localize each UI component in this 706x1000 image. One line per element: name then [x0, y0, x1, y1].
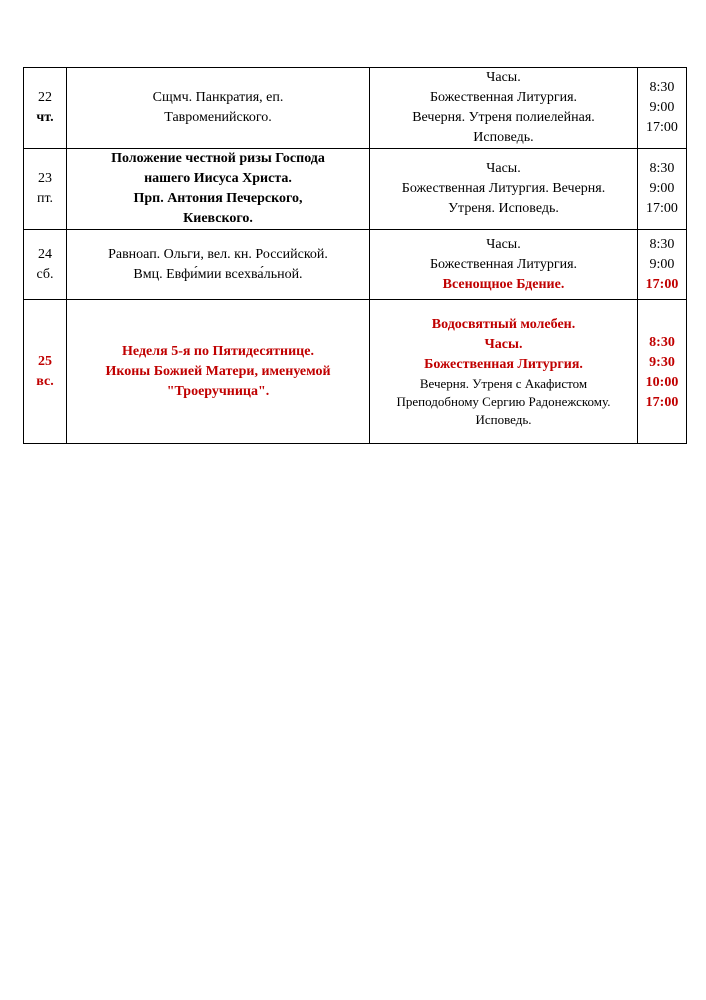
- time-value: 17:00: [646, 120, 678, 135]
- feast-line: Положение честной ризы Господа: [111, 151, 325, 166]
- feast-line: Равноап. Ольги, вел. кн. Российской.: [108, 246, 328, 262]
- table-row: [24, 230, 687, 300]
- times-cell: [638, 149, 687, 230]
- weekday: вс.: [36, 373, 54, 389]
- feast-line: Тавроменийского.: [164, 110, 272, 125]
- time-value: 9:00: [649, 100, 675, 115]
- time-value: 8:30: [649, 236, 675, 252]
- service-line: Преподобному Сергию Радонежскому.: [396, 393, 611, 409]
- services-cell: [370, 68, 638, 149]
- services-cell: [370, 230, 638, 300]
- feast-line: Киевского.: [183, 211, 253, 226]
- table-row: [24, 149, 687, 230]
- service-line-highlight: Водосвятный молебен.: [431, 316, 576, 332]
- time-value-highlight: 10:00: [645, 375, 679, 390]
- date-cell: [24, 68, 67, 149]
- day-number: 24: [38, 246, 52, 262]
- feast-line: Прп. Антония Печерского,: [133, 191, 303, 206]
- services-cell: [370, 300, 638, 444]
- feast-line: Неделя 5-я по Пятидесятнице.: [122, 343, 314, 359]
- feast-line: "Троеручница".: [166, 383, 270, 399]
- feast-cell: [67, 68, 370, 149]
- service-line: Вечерня. Утреня с Акафистом: [419, 375, 588, 391]
- times-cell: [638, 230, 687, 300]
- feast-cell: [67, 149, 370, 230]
- times-cell: [638, 300, 687, 444]
- service-line-highlight: Божественная Литургия.: [424, 356, 583, 372]
- feast-cell: [67, 230, 370, 300]
- feast-line: Вмц. Евфи́мии всехва́льной.: [133, 266, 303, 282]
- times-cell: [638, 68, 687, 149]
- service-line: Часы.: [486, 70, 521, 85]
- service-line: Божественная Литургия. Вечерня.: [401, 181, 606, 196]
- service-line: Часы.: [486, 161, 521, 176]
- day-number: 25: [38, 353, 52, 369]
- service-line-highlight: Всенощное Бдение.: [442, 276, 565, 292]
- time-value: 8:30: [649, 80, 675, 95]
- date-cell: [24, 300, 67, 444]
- service-line-highlight: Часы.: [484, 336, 523, 352]
- time-value: 8:30: [649, 161, 675, 176]
- weekday: сб.: [36, 266, 54, 282]
- service-line: Часы.: [486, 236, 521, 252]
- weekday: чт.: [36, 110, 54, 125]
- time-value: 9:00: [649, 256, 675, 272]
- service-line: Вечерня. Утреня полиелейная.: [412, 110, 595, 125]
- feast-line: Иконы Божией Матери, именуемой: [105, 363, 331, 379]
- service-line: Исповедь.: [475, 411, 532, 427]
- service-line: Божественная Литургия.: [429, 90, 578, 105]
- services-cell: [370, 149, 638, 230]
- time-value-highlight: 9:30: [649, 355, 675, 370]
- time-value: 17:00: [646, 201, 678, 216]
- feast-cell: [67, 300, 370, 444]
- date-cell: [24, 149, 67, 230]
- table-row: [24, 300, 687, 444]
- table-row: [24, 68, 687, 149]
- service-line: Утреня. Исповедь.: [448, 201, 559, 216]
- feast-line: нашего Иисуса Христа.: [144, 171, 292, 186]
- service-line: Исповедь.: [473, 130, 534, 145]
- time-value-highlight: 17:00: [645, 276, 679, 292]
- time-value-highlight: 17:00: [645, 395, 679, 410]
- day-number: 22: [38, 90, 52, 105]
- schedule-table: [23, 67, 687, 444]
- time-value: 9:00: [649, 181, 675, 196]
- day-number: 23: [38, 171, 52, 186]
- date-cell: [24, 230, 67, 300]
- feast-line: Сщмч. Панкратия, еп.: [152, 90, 284, 105]
- time-value-highlight: 8:30: [649, 335, 675, 350]
- service-line: Божественная Литургия.: [429, 256, 578, 272]
- weekday: пт.: [36, 191, 54, 206]
